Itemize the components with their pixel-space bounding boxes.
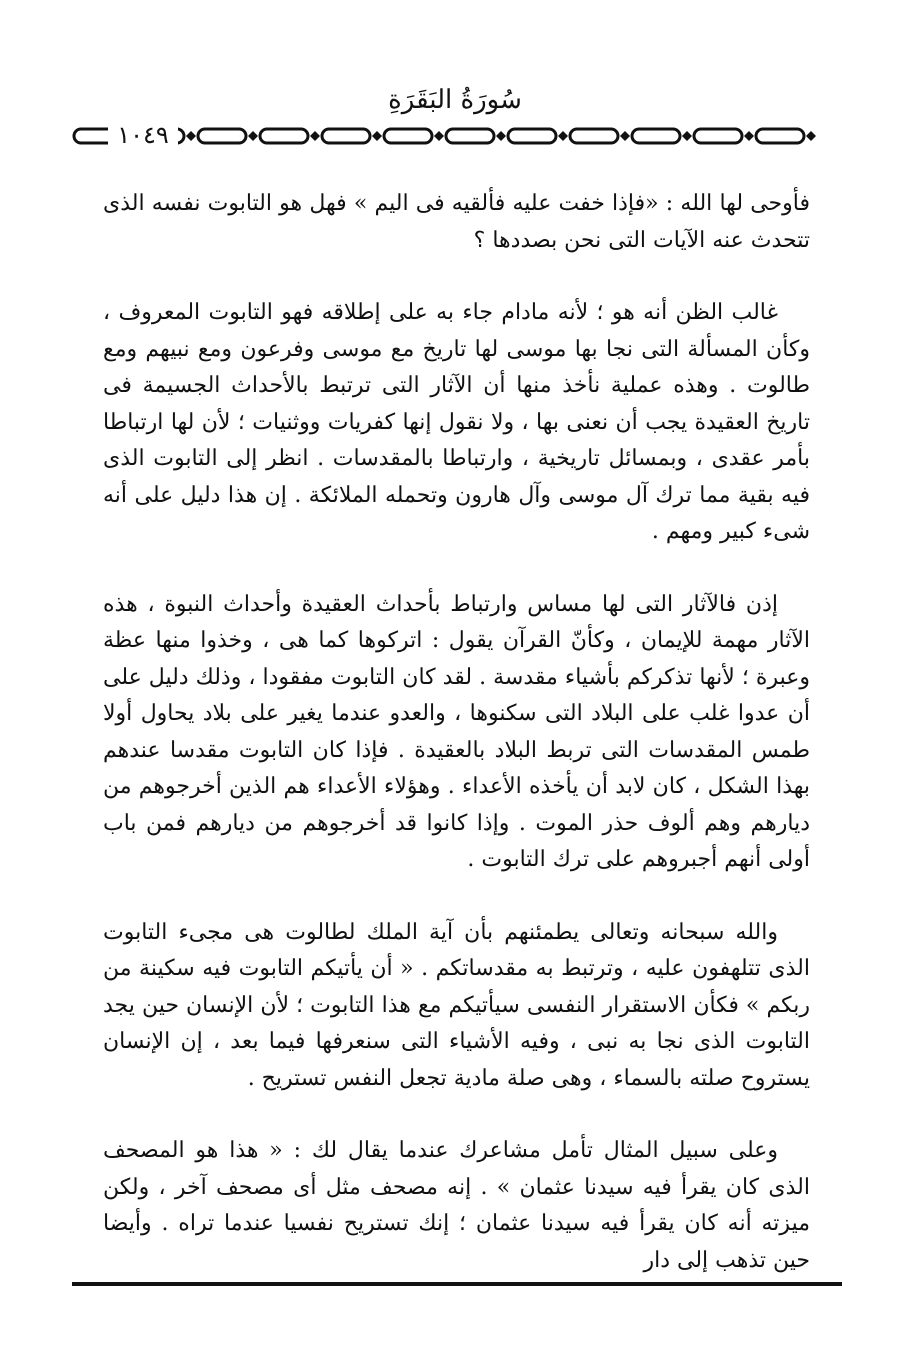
paragraph: فأوحى لها الله : «فإذا خفت عليه فألقيه فى اليم » فهل هو التابوت نفسه الذى تتحدث عنه الآيات التى نحن بصددها ؟	[103, 191, 810, 253]
footer-rule	[72, 1282, 842, 1286]
paragraph: غالب الظن أنه هو ؛ لأنه مادام جاء به على إطلاقه فهو التابوت المعروف ، وكأن المسألة التى نجا بها موسى لها تاريخ مع موسى وفرعون ومع نبيهم ومع طالوت . وهذه عملية نأخذ منها أن الآثار التى ترتبط بالأحداث الجسيمة فى تاريخ العقيدة يجب أن نعنى بها ، ولا نقول إنها كفريات ووثنيات ؛ لأن لها ارتباطا بأمر عقدى ، وبمسائل تاريخية ، وارتباطا بالمقدسات . انظر إلى التابوت الذى فيه بقية مما ترك آل موسى وآل هارون وتحمله الملائكة . إن هذا دليل على أنه شىء كبير ومهم .	[103, 300, 810, 544]
paragraph: والله سبحانه وتعالى يطمئنهم بأن آية الملك لطالوت هى مجىء التابوت الذى تتلهفون عليه ، وترتبط به مقدساتكم . « أن يأتيكم التابوت فيه سكينة من ربكم » فكأن الاستقرار النفسى سيأتيكم مع هذا التابوت ؛ لأن الإنسان حين يجد التابوت الذى نجا به نبى ، وفيه الأشياء التى سنعرفها فيما بعد ، إن الإنسان يستروح صلته بالسماء ، وهى صلة مادية تجعل النفس تستريح .	[103, 919, 810, 1091]
ornamental-border-icon	[70, 122, 840, 150]
page-header	[70, 80, 840, 160]
paragraph: إذن فالآثار التى لها مساس وارتباط بأحداث العقيدة وأحداث النبوة ، هذه الآثار مهمة للإيمان ، وكأنّ القرآن يقول : اتركوها كما هى ، وخذوا منها عظة وعبرة ؛ لأنها تذكركم بأشياء مقدسة . لقد كان التابوت مفقودا ، وذلك دليل على أن عدوا غلب على البلاد التى سكنوها ، والعدو عندما يغير على بلاد يحاول أولا طمس المقدسات التى تربط البلاد بالعقيدة . فإذا كان التابوت مقدسا عندهم بهذا الشكل ، كان لابد أن يأخذه الأعداء . وهؤلاء الأعداء هم الذين أخرجوهم من ديارهم وهم ألوف حذر الموت . وإذا كانوا قد أخرجوهم من ديارهم فمن باب أولى أنهم أجبروهم على ترك التابوت .	[103, 591, 810, 872]
page-number: ١٠٤٩	[108, 120, 178, 150]
paragraph: وعلى سبيل المثال تأمل مشاعرك عندما يقال لك : « هذا هو المصحف الذى كان يقرأ فيه سيدنا عثمان » . إنه مصحف مثل أى مصحف آخر ، ولكن ميزته أنه كان يقرأ فيه سيدنا عثمان ؛ إنك تستريح نفسيا عندما تراه . وأيضا حين تذهب إلى دار	[103, 1138, 810, 1273]
page-body	[103, 186, 810, 1279]
surah-title: سُورَةُ البَقَرَةِ	[388, 85, 522, 115]
